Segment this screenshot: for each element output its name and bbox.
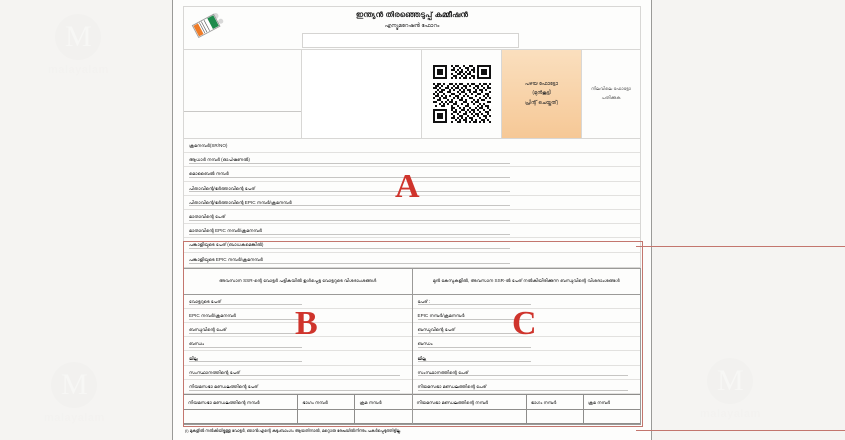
field-row[interactable] <box>413 366 641 380</box>
section-c-heading <box>413 269 641 295</box>
table-header-row <box>413 394 641 410</box>
watermark-label: malayalam <box>44 412 105 424</box>
page-subtitle: എന്യൂമറേഷൻ ഫോറം <box>384 23 440 29</box>
header-left-boxes <box>184 50 302 138</box>
qr-code-cell <box>422 50 502 138</box>
sections-b-c <box>183 268 641 425</box>
section-c <box>413 269 641 424</box>
field-label: ക്രമനമ്പർ(SR/NO) <box>189 143 228 149</box>
section-b-heading <box>184 269 412 295</box>
field-row[interactable] <box>413 351 641 365</box>
current-photo-box[interactable] <box>582 50 640 138</box>
table-cell[interactable] <box>355 410 411 423</box>
old-photo-box <box>502 50 582 138</box>
form-footnote <box>183 425 641 434</box>
watermark-label: malayalam <box>48 64 109 76</box>
field-row[interactable] <box>184 182 640 196</box>
field-label: പങ്കാളിയുടെ പേര് (ബാധകമെങ്കിൽ) <box>189 242 264 248</box>
field-label: ജില്ല <box>189 355 198 361</box>
table-row[interactable] <box>184 410 412 424</box>
field-label: EPIC നമ്പർ/ക്രമനമ്പർ <box>189 312 236 318</box>
field-label: നിയമസഭാ മണ്ഡലത്തിന്റെ പേര് <box>417 383 487 389</box>
table-header-cell: നിയമസഭാ മണ്ഡലത്തിന്റെ നമ്പർ <box>413 395 527 409</box>
field-label: ആധാർ നമ്പർ (ഓപ്ഷണൽ) <box>189 157 250 163</box>
field-row[interactable] <box>184 139 640 153</box>
table-header-cell: ക്രമ നമ്പർ <box>587 399 611 405</box>
form-header <box>183 6 641 49</box>
annotation-leader-line-bottom <box>636 430 845 431</box>
field-row[interactable] <box>184 196 640 210</box>
table-header-cell: ഭാഗം നമ്പർ <box>298 395 355 409</box>
watermark-logo-icon <box>51 362 97 408</box>
field-row[interactable] <box>184 337 412 351</box>
watermark-label: malayalam <box>700 408 761 420</box>
field-label: പങ്കാളിയുടെ EPIC നമ്പർ/ക്രമനമ്പർ <box>189 257 263 263</box>
field-label: ബന്ധം <box>417 341 433 347</box>
field-row[interactable] <box>184 253 640 267</box>
field-label: മാതാവിന്റെ പേര് <box>189 214 226 220</box>
section-b <box>184 269 413 424</box>
field-row[interactable] <box>413 337 641 351</box>
watermark-logo-icon <box>55 14 101 60</box>
field-label: നിയമസഭാ മണ്ഡലത്തിന്റെ പേര് <box>189 383 258 389</box>
footnote-text: (i) മുകളിൽ നൽകിയിട്ടുള്ള വോട്ടർ, ഞാൻ/എന്റെ കുടുംബാംഗം ആയതിനാൽ, മറ്റൊരു രേഖയിൽനിന്നും പകർപ്പെടുത്തിട്ടില്ല. <box>185 428 402 433</box>
watermark-logo-letter: M <box>61 368 88 401</box>
header-blank-field[interactable] <box>302 33 519 48</box>
annotation-letter-a: A <box>395 168 420 205</box>
table-cell[interactable] <box>184 410 298 423</box>
field-row[interactable] <box>413 380 641 394</box>
annotation-letter-c: C <box>512 305 537 342</box>
section-c-heading-text: മുൻ കേസുകളിൽ, അവസാന SSR-ൽ പേര് നൽകിയിരിക്കുന്ന ബന്ധുവിന്റെ വിശദാംശങ്ങൾ <box>432 278 620 284</box>
table-header-cell: ഭാഗം നമ്പർ <box>527 395 584 409</box>
field-label: EPIC നമ്പർ/ക്രമനമ്പർ <box>417 312 465 318</box>
field-label: പിതാവിന്റെ/ഭർത്താവിന്റെ പേര് <box>189 185 255 191</box>
watermark-top-left <box>48 14 109 76</box>
table-header-row <box>184 394 412 410</box>
field-row[interactable] <box>184 238 640 252</box>
header-box-bottom[interactable] <box>184 112 301 137</box>
field-row[interactable] <box>184 380 412 394</box>
table-header-cell: നിയമസഭാ മണ്ഡലത്തിന്റെ നമ്പർ <box>184 395 298 409</box>
annotation-leader-line-top <box>636 246 845 247</box>
field-label: സംസ്ഥാനത്തിന്റെ പേര് <box>189 369 240 375</box>
table-row[interactable] <box>413 410 641 424</box>
header-box-top[interactable] <box>184 50 301 112</box>
table-cell[interactable] <box>527 410 584 423</box>
field-row[interactable] <box>184 295 412 309</box>
watermark-logo-letter: M <box>717 364 744 397</box>
field-row[interactable] <box>184 323 412 337</box>
field-label: ജില്ല <box>417 355 427 361</box>
field-row[interactable] <box>184 351 412 365</box>
watermark-logo-icon <box>707 358 753 404</box>
field-label: വോട്ടറുടെ പേര് <box>189 298 221 304</box>
enumeration-form-page <box>172 0 652 440</box>
old-photo-label-line1: പഴയ ഫോട്ടോ <box>524 80 559 87</box>
table-header-cell: ക്രമ നമ്പർ <box>359 399 382 405</box>
field-label: ബന്ധുവിന്റെ പേര് <box>417 327 455 333</box>
old-photo-label-line3: പ്രിന്റ് ചെയ്തത്) <box>524 99 559 106</box>
current-photo-label-line2: പതിക്കുക <box>601 95 621 100</box>
annotation-letter-b: B <box>295 305 318 342</box>
watermark-logo-letter: M <box>65 20 92 53</box>
field-row[interactable] <box>413 295 641 309</box>
watermark-bottom-left <box>44 362 105 424</box>
watermark-bottom-right <box>700 358 761 420</box>
field-label: ബന്ധം <box>189 341 205 347</box>
field-row[interactable] <box>413 309 641 323</box>
field-label: പിതാവിന്റെ/ഭർത്താവിന്റെ EPIC നമ്പർ/ക്രമനമ്പർ <box>189 199 292 205</box>
section-a <box>183 139 641 268</box>
field-label: പേര് : <box>417 298 431 304</box>
old-photo-label-line2: (മുൻകൂട്ടി <box>532 90 551 97</box>
field-row[interactable] <box>184 210 640 224</box>
table-cell[interactable] <box>413 410 527 423</box>
page-title: ഇന്ത്യൻ തിരഞ്ഞെടുപ്പ് കമ്മീഷൻ <box>355 10 469 19</box>
field-label: മാതാവിന്റെ EPIC നമ്പർ/ക്രമനമ്പർ <box>189 228 262 234</box>
field-row[interactable] <box>184 167 640 181</box>
field-label: ബന്ധുവിന്റെ പേര് <box>189 327 227 333</box>
field-row[interactable] <box>184 309 412 323</box>
field-label: മൊബൈൽ നമ്പർ <box>189 171 229 177</box>
field-row[interactable] <box>184 224 640 238</box>
section-b-heading-text: അവസാന SSR-ന്റെ വോട്ടർ പട്ടികയിൽ ഉൾപ്പെട്ട വോട്ടറുടെ വിശദാംശങ്ങൾ <box>219 278 377 284</box>
table-cell[interactable] <box>584 410 640 423</box>
table-cell[interactable] <box>298 410 355 423</box>
field-label: സംസ്ഥാനത്തിന്റെ പേര് <box>417 369 469 375</box>
photo-qr-strip <box>183 49 641 139</box>
current-photo-label-line1: നിലവിലെ ഫോട്ടോ <box>590 86 632 92</box>
qr-code-icon <box>433 65 491 123</box>
header-middle-box[interactable] <box>302 50 422 138</box>
field-row[interactable] <box>413 323 641 337</box>
field-row[interactable] <box>184 366 412 380</box>
field-row[interactable] <box>184 153 640 167</box>
